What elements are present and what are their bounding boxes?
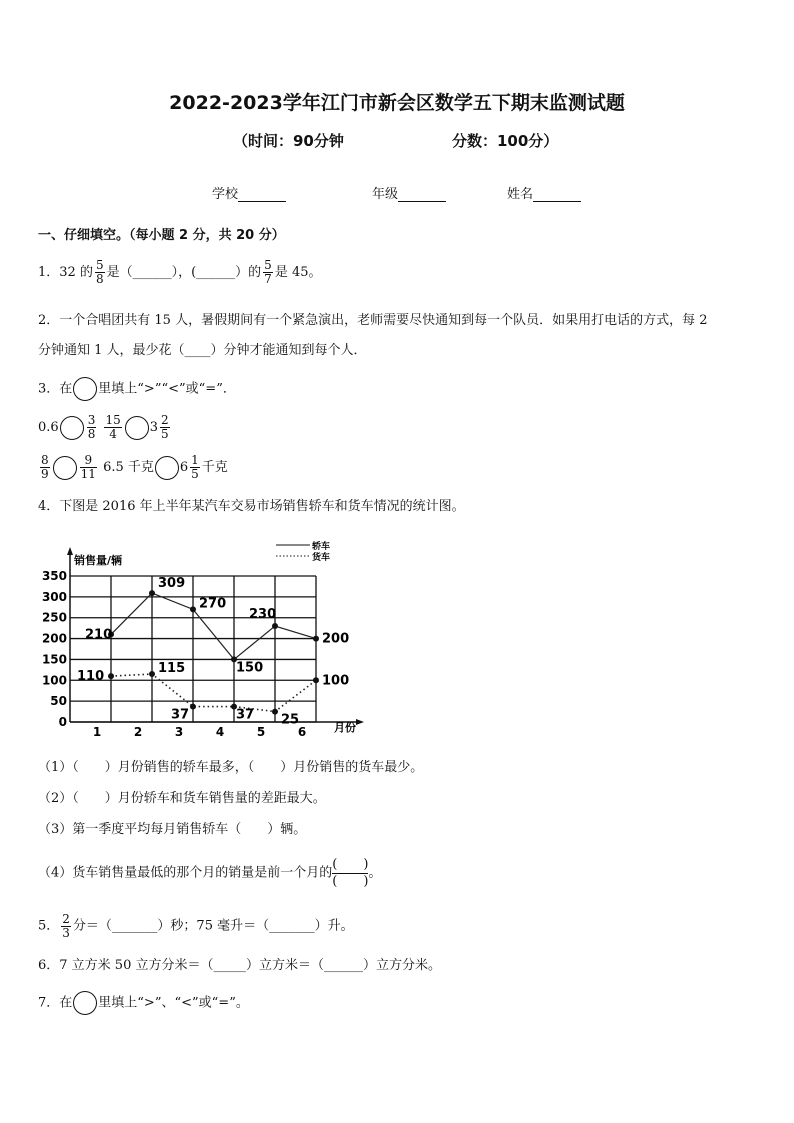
fraction: $\frac{15}{4}$ [105,413,121,441]
y-tick-label: 150 [41,652,67,667]
question-5: 5． $\frac{2}{3}$ 分＝（_______）秒；75 毫升＝（_______）升。 [38,912,354,940]
score-label: 分数：100分） [452,132,559,150]
data-point [313,636,319,642]
y-axis-label: 销售量/辆 [74,554,123,567]
fraction: $\frac{2}{5}$ [161,413,169,441]
fraction: $\frac{2}{3}$ [62,912,70,940]
y-tick-label: 50 [50,694,67,709]
question-3: 3．在 里填上“>”“<”或“=”． [38,377,236,401]
y-tick-label: 0 [58,715,67,729]
x-tick-label: 1 [92,725,102,739]
school-blank[interactable] [238,187,286,202]
section-heading: 一、仔细填空。（每小题 2 分，共 20 分） [38,228,285,243]
time-label: （时间：90分钟 [233,132,344,150]
data-label: 150 [236,660,264,676]
question-2-line-1: 2．一个合唱团共有 15 人，暑假期间有一个紧急演出，老师需要尽快通知到每一个队员．如果用打电话的方式，每 2 [38,313,708,328]
question-3-row-2: $\frac{8}{9}$ $\frac{9}{11}$ 6.5 千克 6 $\frac{1}{5}$ 千克 [41,453,228,481]
data-label: 270 [199,596,227,612]
y-axis-arrow [67,547,73,555]
question-3-row-1: 0.6 $\frac{3}{8}$ $\frac{15}{4}$ 3 $\frac{2}{5}$ [38,413,169,441]
answer-circle[interactable] [155,456,179,480]
data-point [149,671,155,677]
fraction: $\frac{3}{8}$ [87,413,96,441]
name-blank[interactable] [533,187,581,202]
y-tick-label: 350 [41,569,67,583]
name-label: 姓名 [507,187,534,202]
data-label: 25 [281,712,300,728]
page-title: 2022-2023学年江门市新会区数学五下期末监测试题 [169,92,625,114]
data-point [272,623,278,629]
question-4-1: （1）（ ）月份销售的轿车最多，（ ）月份销售的货车最少。 [38,760,424,775]
x-tick-label: 5 [256,725,266,739]
data-label: 115 [158,661,186,677]
answer-circle[interactable] [73,377,97,401]
fraction: $\frac{5}{8}$ [95,258,104,286]
data-point [190,704,196,710]
data-point [272,709,278,715]
school-field[interactable] [212,183,286,202]
y-tick-label: 300 [41,589,67,604]
question-1: 1．32 的 $\frac{5}{8}$ 是（______），(______）的 $\frac{5}{7}$ 是 45。 [38,258,322,286]
question-6: 6．7 立方米 50 立方分米＝（_____）立方米＝（______）立方分米。 [38,958,441,973]
legend-label: 轿车 [312,542,331,552]
data-label: 37 [171,707,190,723]
question-4-2: （2）（ ）月份轿车和货车销售量的差距最大。 [38,791,326,806]
y-tick-label: 250 [41,610,67,625]
data-label: 110 [77,669,105,685]
fraction: $\frac{8}{9}$ [41,453,49,481]
grade-field[interactable] [372,183,446,202]
data-label: 230 [249,607,277,623]
y-tick-label: 100 [41,673,67,688]
question-4-3: （3）第一季度平均每月销售轿车（ ）辆。 [38,822,307,837]
x-tick-label: 2 [133,725,143,739]
data-label: 309 [158,576,186,592]
x-tick-label: 4 [215,725,225,739]
sales-line-chart [38,533,368,743]
fraction: $\frac{9}{11}$ [80,453,96,481]
question-7: 7．在 里填上“>”、“<”或“=”。 [38,991,249,1015]
x-axis-arrow [356,719,364,725]
x-axis-label: 月份 [334,721,356,734]
x-tick-label: 3 [174,725,184,739]
grade-blank[interactable] [398,187,446,202]
data-point [190,606,196,612]
fraction: $\frac{1}{5}$ [191,453,199,481]
school-label: 学校 [212,187,239,202]
answer-circle[interactable] [60,416,84,440]
data-point [313,677,319,683]
name-field[interactable] [507,183,581,202]
question-4-4: （4）货车销售量最低的那个月的销量是前一个月的 $\frac{( )}{( )}$ 。 [38,857,382,889]
y-tick-label: 200 [41,631,67,646]
data-label: 200 [322,631,350,647]
x-tick-label: 6 [297,725,307,739]
answer-circle[interactable] [73,991,97,1015]
data-label: 37 [236,707,255,723]
question-4-intro: 4．下图是 2016 年上半年某汽车交易市场销售轿车和货车情况的统计图。 [38,499,465,514]
data-point [149,590,155,596]
fraction: $\frac{5}{7}$ [264,258,272,286]
answer-circle[interactable] [53,456,77,480]
data-label: 210 [85,627,113,643]
answer-circle[interactable] [125,416,149,440]
answer-fraction[interactable]: $\frac{( )}{( )}$ [332,857,369,889]
question-2-line-2: 分钟通知 1 人，最少花（____）分钟才能通知到每个人． [38,343,367,358]
legend-label: 货车 [312,553,331,563]
data-label: 100 [322,673,350,689]
grade-label: 年级 [372,187,399,202]
data-point [108,673,114,679]
